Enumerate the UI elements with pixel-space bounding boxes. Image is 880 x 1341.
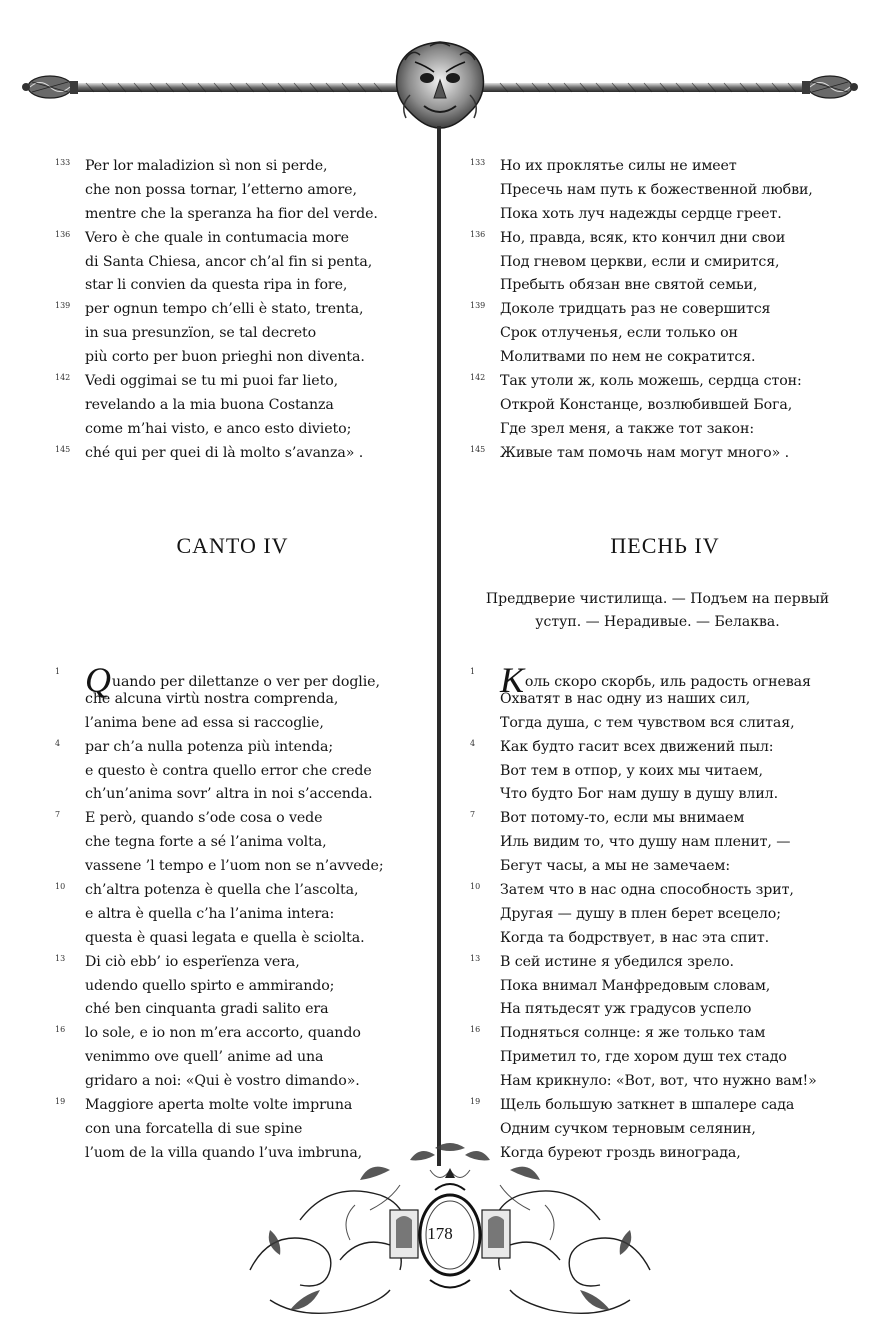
russian-text-top [470, 155, 813, 466]
page-number: 178 [427, 1224, 453, 1243]
stanza [55, 227, 450, 299]
verse-number: 133 [55, 158, 71, 167]
stanza [55, 660, 435, 736]
verse-number: 145 [55, 444, 71, 454]
verse-line: ch’altra potenza è quella che l’ascolta, [85, 882, 359, 899]
verse-number: 13 [470, 953, 481, 963]
verse-line: E però, quando s’ode cosa o vede [85, 810, 323, 827]
stanza [470, 879, 830, 951]
stanza [55, 442, 450, 466]
verse-line: Под гневом церкви, если и смирится, [500, 253, 780, 270]
stanza [55, 736, 435, 808]
stanza [470, 660, 830, 736]
verse-line: lo sole, e io non m’era accorto, quando [85, 1025, 361, 1042]
verse-line: Открой Констанце, возлюбившей Бога, [500, 396, 793, 413]
verse-line: gridaro a noi: «Qui è vostro dimando». [85, 1073, 360, 1090]
verse-line: per ognun tempo ch’elli è stato, trenta, [85, 301, 364, 318]
verse-number: 10 [55, 882, 66, 892]
verse-number: 10 [470, 882, 481, 892]
verse-line: vassene ’l tempo e l’uom non se n’avvede; [85, 858, 384, 875]
verse-line: ché ben cinquanta gradi salito era [85, 1001, 329, 1018]
verse-number: 4 [470, 738, 476, 748]
verse-line: Затем что в нас одна способность зрит, [500, 882, 794, 899]
verse-line: Maggiore aperta molte volte impruna [85, 1097, 353, 1114]
verse-line: Срок отлученья, если только он [500, 325, 738, 342]
verse-line: Где зрел меня, а также тот закон: [500, 420, 755, 437]
verse-number: 142 [470, 373, 486, 383]
verse-line: Так утоли ж, коль можешь, сердца стон: [500, 373, 802, 390]
verse-line: Тогда душа, с тем чувством вся слитая, [500, 714, 795, 731]
verse-number: 133 [470, 158, 486, 167]
stanza [470, 951, 830, 1023]
verse-line: ché qui per quei di là molto s’avanza» . [85, 444, 364, 461]
stanza [55, 155, 450, 227]
canto-title-russian: ПЕСНЬ IV [610, 533, 720, 558]
verse-line: che alcuna virtù nostra comprenda, [85, 690, 339, 707]
stanza [55, 370, 450, 442]
verse-number: 139 [470, 301, 486, 311]
verse-line: mentre che la speranza ha fior del verde. [85, 205, 378, 222]
verse-line: Что будто Бог нам душу в душу влил. [500, 786, 778, 803]
verse-line: Молитвами по нем не сократится. [500, 349, 756, 366]
stanza [470, 442, 810, 466]
verse-number: 1 [55, 667, 61, 676]
verse-line: Другая — душу в плен берет всецело; [500, 905, 781, 922]
verse-line: Щель большую заткнет в шпалере сада [500, 1097, 795, 1114]
verse-line: Как будто гасит всех движений пыл: [500, 738, 774, 755]
verse-line: Охватят в нас одну из наших сил, [500, 690, 751, 707]
verse-number: 7 [470, 810, 476, 820]
verse-line: e altra è quella c’ha l’anima intera: [85, 905, 335, 922]
verse-line: l’anima bene ad essa si raccoglie, [85, 714, 324, 731]
verse-line: Vedi oggimai se tu mi puoi far lieto, [85, 373, 339, 390]
verse-number: 136 [470, 229, 486, 239]
verse-line: Подняться солнце: я же только там [500, 1025, 766, 1042]
verse-line: e questo è contra quello error che crede [85, 762, 372, 779]
verse-line: Приметил то, где хором душ тех стадо [500, 1049, 787, 1066]
verse-line: В сей истине я убедился зрело. [500, 953, 734, 970]
verse-line: Когда буреют гроздь винограда, [500, 1144, 741, 1161]
verse-line: Живые там помочь нам могут много» . [500, 444, 790, 461]
stanza [55, 298, 450, 370]
verse-line: che non possa tornar, l’etterno amore, [85, 181, 357, 198]
drop-cap: К [500, 660, 524, 700]
verse-line: Но их проклятье силы не имеет [500, 158, 737, 174]
verse-number: 19 [55, 1097, 66, 1107]
verse-line: Доколе тридцать раз не совершится [500, 301, 771, 318]
verse-line: Иль видим то, что душу нам пленит, — [500, 834, 791, 851]
verse-line: Нам крикнуло: «Вот, вот, что нужно вам!» [500, 1073, 817, 1090]
verse-line: udendo quello spirto e ammirando; [85, 977, 335, 994]
verse-line: revelando a la mia buona Costanza [85, 396, 334, 413]
stanza [55, 951, 435, 1023]
verse-line-text: оль скоро скорбь, иль радость огневая [524, 674, 811, 690]
verse-line: Пресечь нам путь к божественной любви, [500, 181, 813, 198]
stanza [470, 155, 813, 227]
verse-number: 19 [470, 1097, 481, 1107]
italian-text-top [55, 155, 450, 466]
verse-number: 4 [55, 738, 61, 748]
verse-line-text: uando per dilettanze o ver per doglie, [111, 674, 380, 690]
stanza [55, 1022, 435, 1094]
verse-number: 1 [470, 667, 476, 676]
verse-line: come m’hai visto, e anco esto divieto; [85, 420, 352, 437]
verse-number: 7 [55, 810, 61, 820]
verse-number: 145 [470, 444, 486, 454]
verse-line: l’uom de la villa quando l’uva imbruna, [85, 1144, 363, 1161]
stanza [55, 879, 435, 951]
stanza [470, 1022, 830, 1094]
verse-line: Бегут часы, а мы не замечаем: [500, 858, 731, 875]
verse-line: Когда та бодрствует, в нас эта спит. [500, 929, 770, 946]
verse-line: На пятьдесят уж градусов успело [500, 1001, 752, 1018]
verse-line: che tegna forte a sé l’anima volta, [85, 834, 327, 851]
verse-line: Per lor maladizion sì non si perde, [85, 158, 328, 174]
stanza [470, 370, 810, 442]
verse-line: di Santa Chiesa, ancor ch’al fin si penta, [85, 253, 373, 270]
verse-number: 142 [55, 373, 71, 383]
verse-number: 139 [55, 301, 71, 311]
russian-text-canto-iv [470, 660, 830, 1166]
verse-line: Вот потому-то, если мы внимаем [500, 810, 745, 827]
verse-line: Пока хоть луч надежды сердце греет. [500, 205, 782, 222]
italian-text-canto-iv [55, 660, 435, 1166]
stanza [470, 807, 830, 879]
canto-title-italian: CANTO IV [176, 533, 289, 558]
verse-line: più corto per buon prieghi non diventa. [85, 349, 365, 366]
verse-line: Пребыть обязан вне святой семьи, [500, 277, 758, 294]
verse-line: Di ciò ebb’ io esperïenza vera, [85, 953, 300, 970]
verse-number: 13 [55, 953, 66, 963]
verse-line: Вот тем в отпор, у коих мы читаем, [500, 762, 763, 779]
stanza [470, 298, 810, 370]
verse-number: 16 [470, 1025, 481, 1035]
verse-line: Пока внимал Манфредовым словам, [500, 977, 771, 994]
stanza [470, 736, 830, 808]
verse-line: ch’un’anima sovr’ altra in noi s’accenda. [85, 786, 373, 803]
verse-line: Но, правда, всяк, кто кончил дни свои [500, 229, 786, 246]
verse-line: Vero è che quale in contumacia more [85, 229, 349, 246]
verse-line: in sua presunzïon, se tal decreto [85, 325, 317, 342]
verse-number: 136 [55, 229, 71, 239]
stanza [55, 807, 435, 879]
verse-line: Одним сучком терновым селянин, [500, 1120, 756, 1137]
stanza [470, 227, 810, 299]
verse-line: star li convien da questa ripa in fore, [85, 277, 348, 294]
verse-number: 16 [55, 1025, 66, 1035]
verse-line: venimmo ove quell’ anime ad una [85, 1049, 324, 1066]
verse-line: par ch’a nulla potenza più intenda; [85, 738, 334, 755]
verse-line: con una forcatella di sue spine [85, 1120, 303, 1137]
canto-summary: Преддверие чистилища. — Подъем на первый уступ. — Нерадивые. — Белаква. [485, 591, 830, 630]
verse-line: questa è quasi legata e quella è sciolta. [85, 929, 365, 946]
drop-cap: Q [85, 660, 111, 700]
